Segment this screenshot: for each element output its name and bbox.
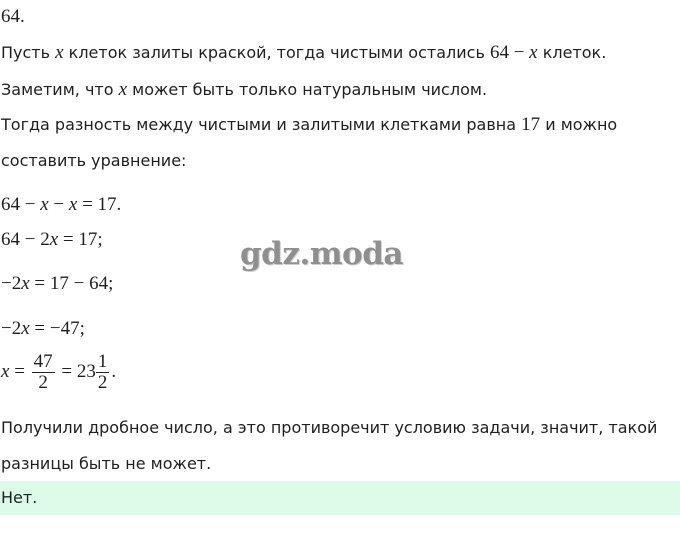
math-expression: = −47; xyxy=(29,318,85,339)
fraction-denominator: 2 xyxy=(97,372,108,393)
fraction-numerator: 47 xyxy=(33,351,53,372)
math-expression: = 23 xyxy=(56,360,96,382)
variable-x: x xyxy=(529,42,538,63)
conclusion-line-1: Получили дробное число, а это противоречит условию задачи, значит, такой xyxy=(1,418,658,437)
text-line-3 xyxy=(1,115,617,135)
math-expression: −2 xyxy=(1,318,22,339)
math-expression: 64 − xyxy=(489,42,530,63)
text-line-4: составить уравнение: xyxy=(1,151,187,170)
math-expression: . xyxy=(111,360,117,382)
equation-1 xyxy=(1,194,121,216)
math-expression: 64 − 2 xyxy=(1,229,50,250)
math-expression: = 17; xyxy=(58,229,103,250)
text-segment: клеток. xyxy=(537,43,607,62)
variable-x: x xyxy=(49,229,59,250)
fraction-denominator: 2 xyxy=(38,372,48,393)
variable-x: x xyxy=(1,360,10,382)
variable-x: x xyxy=(68,194,78,215)
text-segment: Заметим, что xyxy=(1,80,119,99)
task-number: 64. xyxy=(1,6,25,27)
fraction-numerator: 1 xyxy=(97,351,108,372)
conclusion-line-2: разницы быть не может. xyxy=(1,454,212,473)
math-expression: = 17. xyxy=(77,194,122,215)
variable-x: x xyxy=(55,42,64,63)
text-segment: может быть только натуральным числом. xyxy=(127,80,488,99)
answer-text: Нет. xyxy=(1,488,38,507)
watermark-logo: gdz.moda xyxy=(240,236,403,272)
math-expression: − xyxy=(48,194,69,215)
text-segment: и можно xyxy=(540,115,618,134)
math-expression: 64 − xyxy=(1,194,41,215)
fraction xyxy=(32,352,55,393)
text-segment: Тогда разность между чистыми и залитыми клетками равна xyxy=(1,115,522,134)
math-expression: −2 xyxy=(1,273,22,294)
fraction xyxy=(96,352,110,393)
answer-box xyxy=(0,481,680,515)
variable-x: x xyxy=(40,194,49,215)
math-expression: = xyxy=(9,360,30,382)
variable-x: x xyxy=(118,79,128,100)
equation-2 xyxy=(1,229,103,251)
text-line-1 xyxy=(1,43,606,63)
math-number: 17 xyxy=(521,114,541,135)
variable-x: x xyxy=(21,318,30,339)
text-line-2 xyxy=(1,80,487,100)
equation-5 xyxy=(1,352,116,393)
equation-3 xyxy=(1,273,113,295)
math-expression: = 17 − 64; xyxy=(29,273,114,294)
variable-x: x xyxy=(21,273,30,294)
text-segment: Пусть xyxy=(1,43,56,62)
equation-4 xyxy=(1,318,85,340)
text-segment: клеток залиты краской, тогда чистыми остались xyxy=(63,43,490,62)
